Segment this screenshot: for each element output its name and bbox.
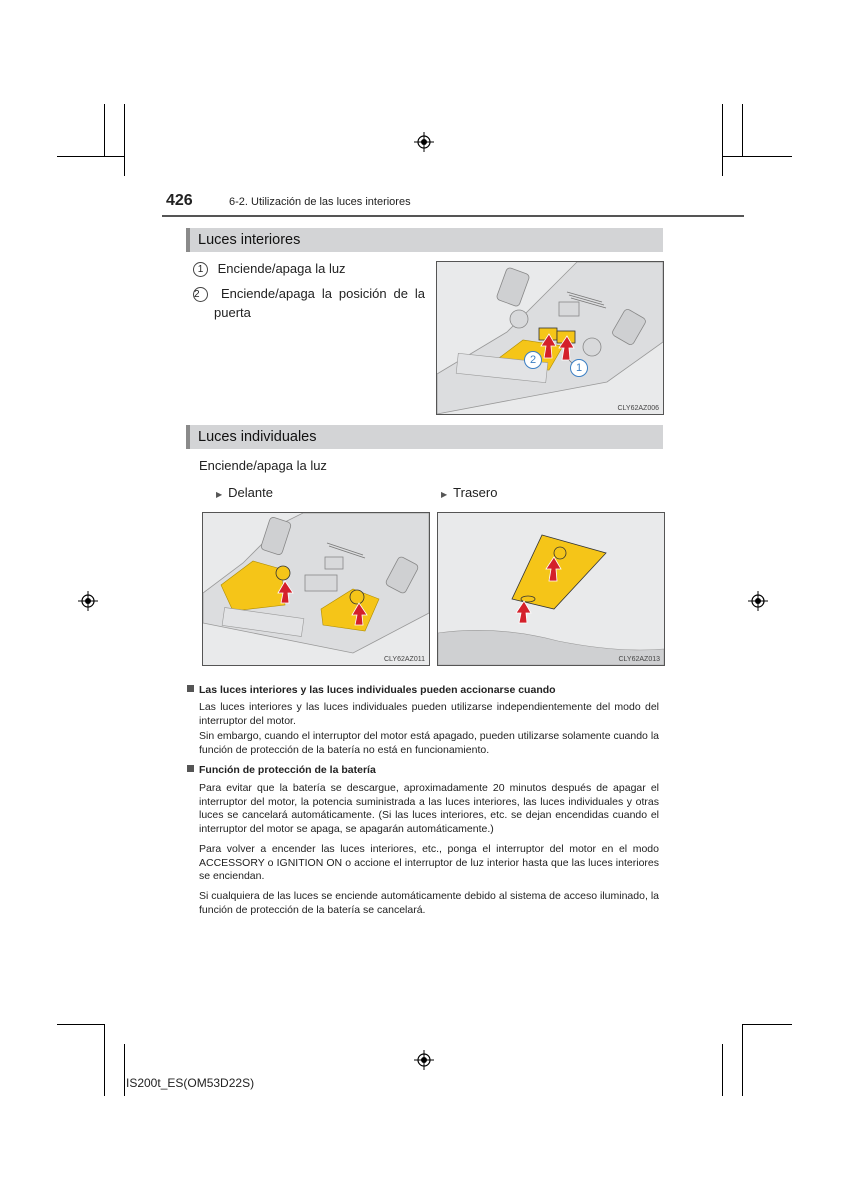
section-heading-luces-interiores — [186, 228, 663, 252]
list-item-text: Enciende/apaga la posición de la — [220, 286, 425, 301]
paragraph: Sin embargo, cuando el interruptor del motor está apagado, pueden utilizarse solamente cuando la función de protección de la batería no está en funcionamiento. — [199, 730, 659, 756]
section-marker — [186, 228, 190, 252]
callout-number: 1 — [193, 262, 208, 277]
callout-number: 2 — [193, 287, 208, 302]
callout-2: 2 — [524, 351, 542, 369]
note-heading — [187, 764, 376, 776]
registration-mark-icon — [748, 591, 768, 611]
header-rule — [162, 215, 744, 217]
square-bullet-icon — [187, 765, 194, 772]
front-console-illustration — [203, 513, 429, 665]
triangle-bullet-icon: ▶ — [441, 490, 448, 499]
paragraph: Para volver a encender las luces interiores, etc., ponga el interruptor del motor en el modo ACCESSORY o IGNITION ON o accione el interruptor de luz interior hasta que las luces interiores se enciendan. — [199, 843, 659, 882]
registration-mark-icon — [78, 591, 98, 611]
figure-code: CLY62AZ006 — [617, 405, 659, 412]
label-delante — [216, 483, 273, 504]
list-item — [193, 259, 425, 278]
note-heading — [187, 684, 556, 696]
list-item-text: puerta — [214, 305, 251, 320]
rear-switch-icon — [554, 547, 566, 559]
paragraph: Para evitar que la batería se descargue, aproximadamente 20 minutos después de apagar el interruptor del motor, la potencia suministrada a las luces interiores, las luces individuales y otras luces se cancelará automáticamente. (Si las luces interiores, etc. se dejan encendidas cuando el interruptor del motor se apaga, se apagarán automáticamente.) — [199, 782, 659, 835]
intro-text: Enciende/apaga la luz — [199, 458, 327, 473]
section-title: Luces individuales — [198, 429, 317, 445]
page-number: 426 — [166, 192, 193, 209]
figure-interior-lights — [436, 261, 664, 415]
paragraph: Si cualquiera de las luces se enciende automáticamente debido al sistema de acceso iluminado, la función de protección de la batería se cancelará. — [199, 890, 659, 916]
triangle-bullet-icon: ▶ — [216, 490, 223, 499]
figure-code: CLY62AZ013 — [618, 656, 660, 663]
callout-1: 1 — [570, 359, 588, 377]
registration-mark-icon — [414, 1050, 434, 1070]
registration-mark-icon — [414, 132, 434, 152]
figure-code: CLY62AZ011 — [384, 656, 425, 663]
front-left-switch-icon — [276, 566, 290, 580]
figure-rear-light — [437, 512, 665, 666]
section-marker — [186, 425, 190, 449]
label-text: Delante — [228, 485, 273, 500]
note-heading-text: Las luces interiores y las luces individuales pueden accionarse cuando — [199, 684, 556, 696]
footer-code: IS200t_ES(OM53D22S) — [126, 1076, 255, 1090]
running-header: 6-2. Utilización de las luces interiores — [229, 196, 411, 208]
label-text: Trasero — [453, 485, 498, 500]
list-item-text: Enciende/apaga la luz — [217, 261, 346, 276]
label-trasero — [441, 483, 497, 504]
square-bullet-icon — [187, 685, 194, 692]
section-heading-luces-individuales — [186, 425, 663, 449]
rear-light-illustration — [438, 513, 664, 665]
rear-switch-icon — [521, 596, 535, 602]
list-item — [193, 284, 425, 322]
overhead-console-illustration — [437, 262, 663, 414]
note-heading-text: Función de protección de la batería — [199, 764, 376, 776]
section-title: Luces interiores — [198, 232, 301, 248]
paragraph: Las luces interiores y las luces individuales pueden utilizarse independientemente del modo del interruptor del motor. — [199, 701, 659, 727]
figure-front-lights — [202, 512, 430, 666]
front-right-switch-icon — [350, 590, 364, 604]
